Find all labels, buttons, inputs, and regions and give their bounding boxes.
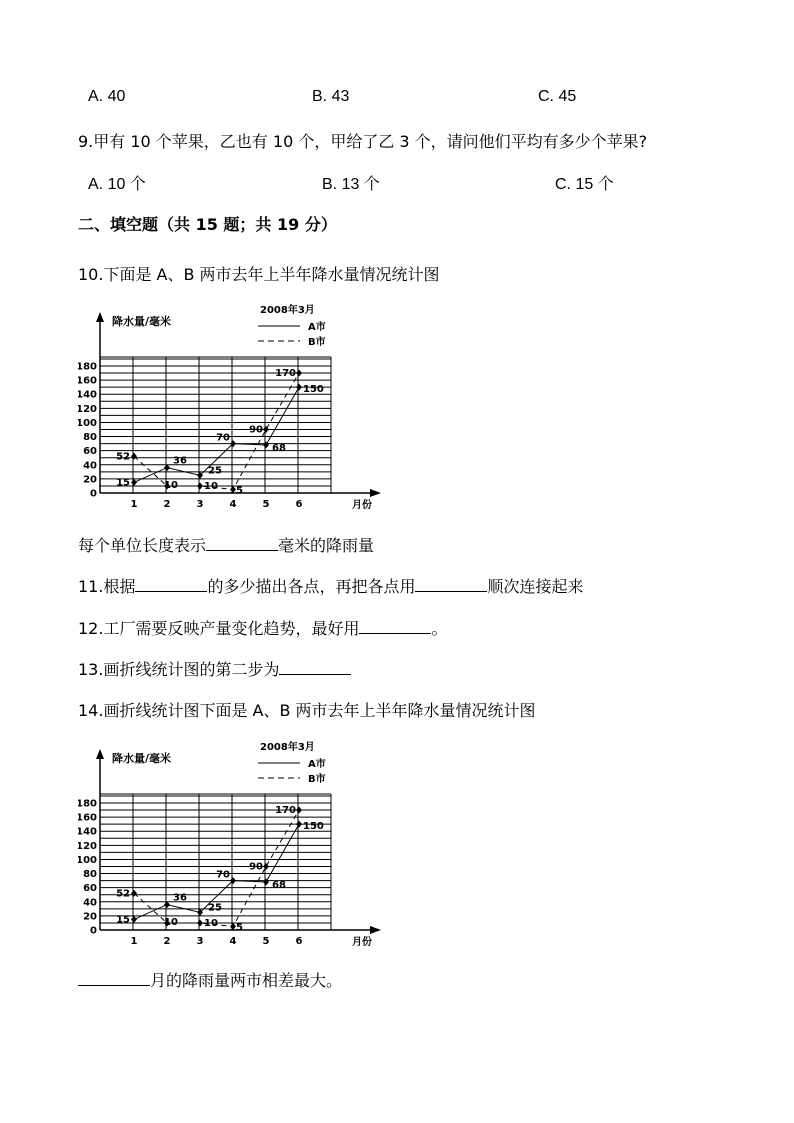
- fill-text: 13.画折线统计图的第二步为: [78, 660, 280, 679]
- legend-label-a: A市: [308, 759, 326, 770]
- data-label: 70: [216, 432, 230, 444]
- data-label: 36: [173, 892, 187, 904]
- data-label: 170: [275, 368, 296, 380]
- data-label: 10: [204, 480, 218, 492]
- y-tick-label: 140: [78, 389, 97, 401]
- question-14-stem: 14.画折线统计图下面是 A、B 两市去年上半年降水量情况统计图: [78, 701, 536, 720]
- y-tick-label: 180: [78, 361, 97, 373]
- x-axis-arrow: [370, 489, 381, 497]
- answer-blank[interactable]: [359, 619, 431, 634]
- data-label: 90: [249, 424, 263, 436]
- y-tick-label: 20: [83, 474, 97, 486]
- fill-text: 的多少描出各点，再把各点用: [207, 577, 416, 596]
- data-point: [263, 442, 269, 449]
- x-tick-label: 1: [130, 499, 138, 510]
- y-tick-label: 0: [90, 488, 97, 500]
- option-c: C. 45: [538, 88, 577, 105]
- x-tick-label: 4: [229, 936, 237, 947]
- y-axis-arrow: [96, 749, 104, 759]
- question-13: [78, 657, 351, 680]
- y-axis-arrow: [96, 312, 104, 322]
- fill-text: 每个单位长度表示: [78, 536, 207, 555]
- y-tick-label: 40: [83, 460, 97, 472]
- question-11: [78, 574, 583, 597]
- y-axis-label: 降水量/毫米: [112, 315, 172, 328]
- data-point: [296, 821, 302, 828]
- rainfall-chart-1: [78, 300, 388, 514]
- data-label: 15: [116, 914, 130, 926]
- y-tick-label: 140: [78, 826, 97, 838]
- x-tick-label: 2: [163, 936, 171, 947]
- question-12: [78, 616, 447, 639]
- data-point: [263, 426, 269, 433]
- section-heading: 二、填空题（共 15 题；共 19 分）: [78, 215, 337, 234]
- data-label: 70: [216, 869, 230, 881]
- y-tick-label: 160: [78, 812, 97, 824]
- question-10-stem: 10.下面是 A、B 两市去年上半年降水量情况统计图: [78, 265, 440, 284]
- option-c: C. 15 个: [555, 176, 614, 193]
- data-point: [131, 916, 137, 923]
- data-point: [263, 879, 269, 886]
- data-label: 90: [249, 861, 263, 873]
- chart-svg: [78, 300, 388, 510]
- option-a: A. 40: [88, 88, 126, 105]
- option-b: B. 43: [312, 88, 350, 105]
- question-10-fill: [78, 533, 374, 556]
- answer-blank[interactable]: [279, 660, 351, 675]
- fill-text: 。: [431, 619, 448, 638]
- data-label: 68: [272, 880, 286, 892]
- data-label: 150: [303, 384, 324, 396]
- data-label: 10: [164, 916, 178, 928]
- data-point: [263, 863, 269, 870]
- data-point: [296, 807, 302, 814]
- fill-text: 毫米的降雨量: [278, 536, 375, 555]
- x-tick-label: 5: [262, 936, 270, 947]
- data-point: [197, 919, 203, 926]
- question-9-stem: 9.甲有 10 个苹果，乙也有 10 个，甲给了乙 3 个，请问他们平均有多少个苹果?: [78, 132, 648, 151]
- data-label: 36: [173, 455, 187, 467]
- option-b: B. 13 个: [322, 176, 380, 193]
- chart-title: 2008年3月: [260, 305, 315, 316]
- y-tick-label: 160: [78, 375, 97, 387]
- data-label: 10: [204, 917, 218, 929]
- legend-label-b: B市: [308, 337, 326, 348]
- data-label: 52: [116, 888, 130, 900]
- data-point: [296, 370, 302, 377]
- y-tick-label: 20: [83, 911, 97, 923]
- y-tick-label: 180: [78, 798, 97, 810]
- data-label: 15: [116, 477, 130, 489]
- x-tick-label: 3: [196, 936, 204, 947]
- y-tick-label: 80: [83, 869, 97, 881]
- legend-label-a: A市: [308, 322, 326, 333]
- chart-title: 2008年3月: [260, 742, 315, 753]
- data-label: 68: [272, 443, 286, 455]
- x-tick-label: 2: [163, 499, 171, 510]
- fill-text: 月的降雨量两市相差最大。: [150, 971, 343, 990]
- question-14-fill: [78, 968, 342, 991]
- x-tick-label: 1: [130, 936, 138, 947]
- x-axis-label: 月份: [352, 500, 372, 510]
- y-tick-label: 100: [78, 417, 97, 429]
- fill-text: 12.工厂需要反映产量变化趋势，最好用: [78, 619, 360, 638]
- data-label: 5: [236, 485, 243, 497]
- data-label: 170: [275, 805, 296, 817]
- data-label: 10: [164, 479, 178, 491]
- answer-blank[interactable]: [415, 577, 487, 592]
- y-tick-label: 100: [78, 854, 97, 866]
- y-tick-label: 0: [90, 925, 97, 937]
- x-axis-arrow: [370, 926, 381, 934]
- data-label: 52: [116, 451, 130, 463]
- x-tick-label: 5: [262, 499, 270, 510]
- data-label: 150: [303, 821, 324, 833]
- rainfall-chart-2: [78, 737, 388, 951]
- legend-label-b: B市: [308, 774, 326, 785]
- answer-blank[interactable]: [206, 536, 278, 551]
- x-tick-label: 6: [295, 936, 303, 947]
- y-tick-label: 120: [78, 840, 97, 852]
- y-tick-label: 60: [83, 883, 97, 895]
- data-label: 25: [208, 902, 222, 914]
- x-axis-label: 月份: [352, 937, 372, 947]
- answer-blank[interactable]: [78, 971, 150, 986]
- fill-text: 11.根据: [78, 577, 136, 596]
- data-point: [197, 482, 203, 489]
- y-tick-label: 120: [78, 403, 97, 415]
- y-tick-label: 80: [83, 432, 97, 444]
- x-tick-label: 6: [295, 499, 303, 510]
- data-point: [131, 479, 137, 486]
- y-tick-label: 60: [83, 446, 97, 458]
- y-axis-label: 降水量/毫米: [112, 752, 172, 765]
- y-tick-label: 40: [83, 897, 97, 909]
- data-label: 25: [208, 465, 222, 477]
- fill-text: 顺次连接起来: [487, 577, 584, 596]
- x-tick-label: 3: [196, 499, 204, 510]
- answer-blank[interactable]: [135, 577, 207, 592]
- x-tick-label: 4: [229, 499, 237, 510]
- chart-svg: [78, 737, 388, 947]
- data-point: [296, 384, 302, 391]
- data-label: 5: [236, 922, 243, 934]
- option-a: A. 10 个: [88, 176, 146, 193]
